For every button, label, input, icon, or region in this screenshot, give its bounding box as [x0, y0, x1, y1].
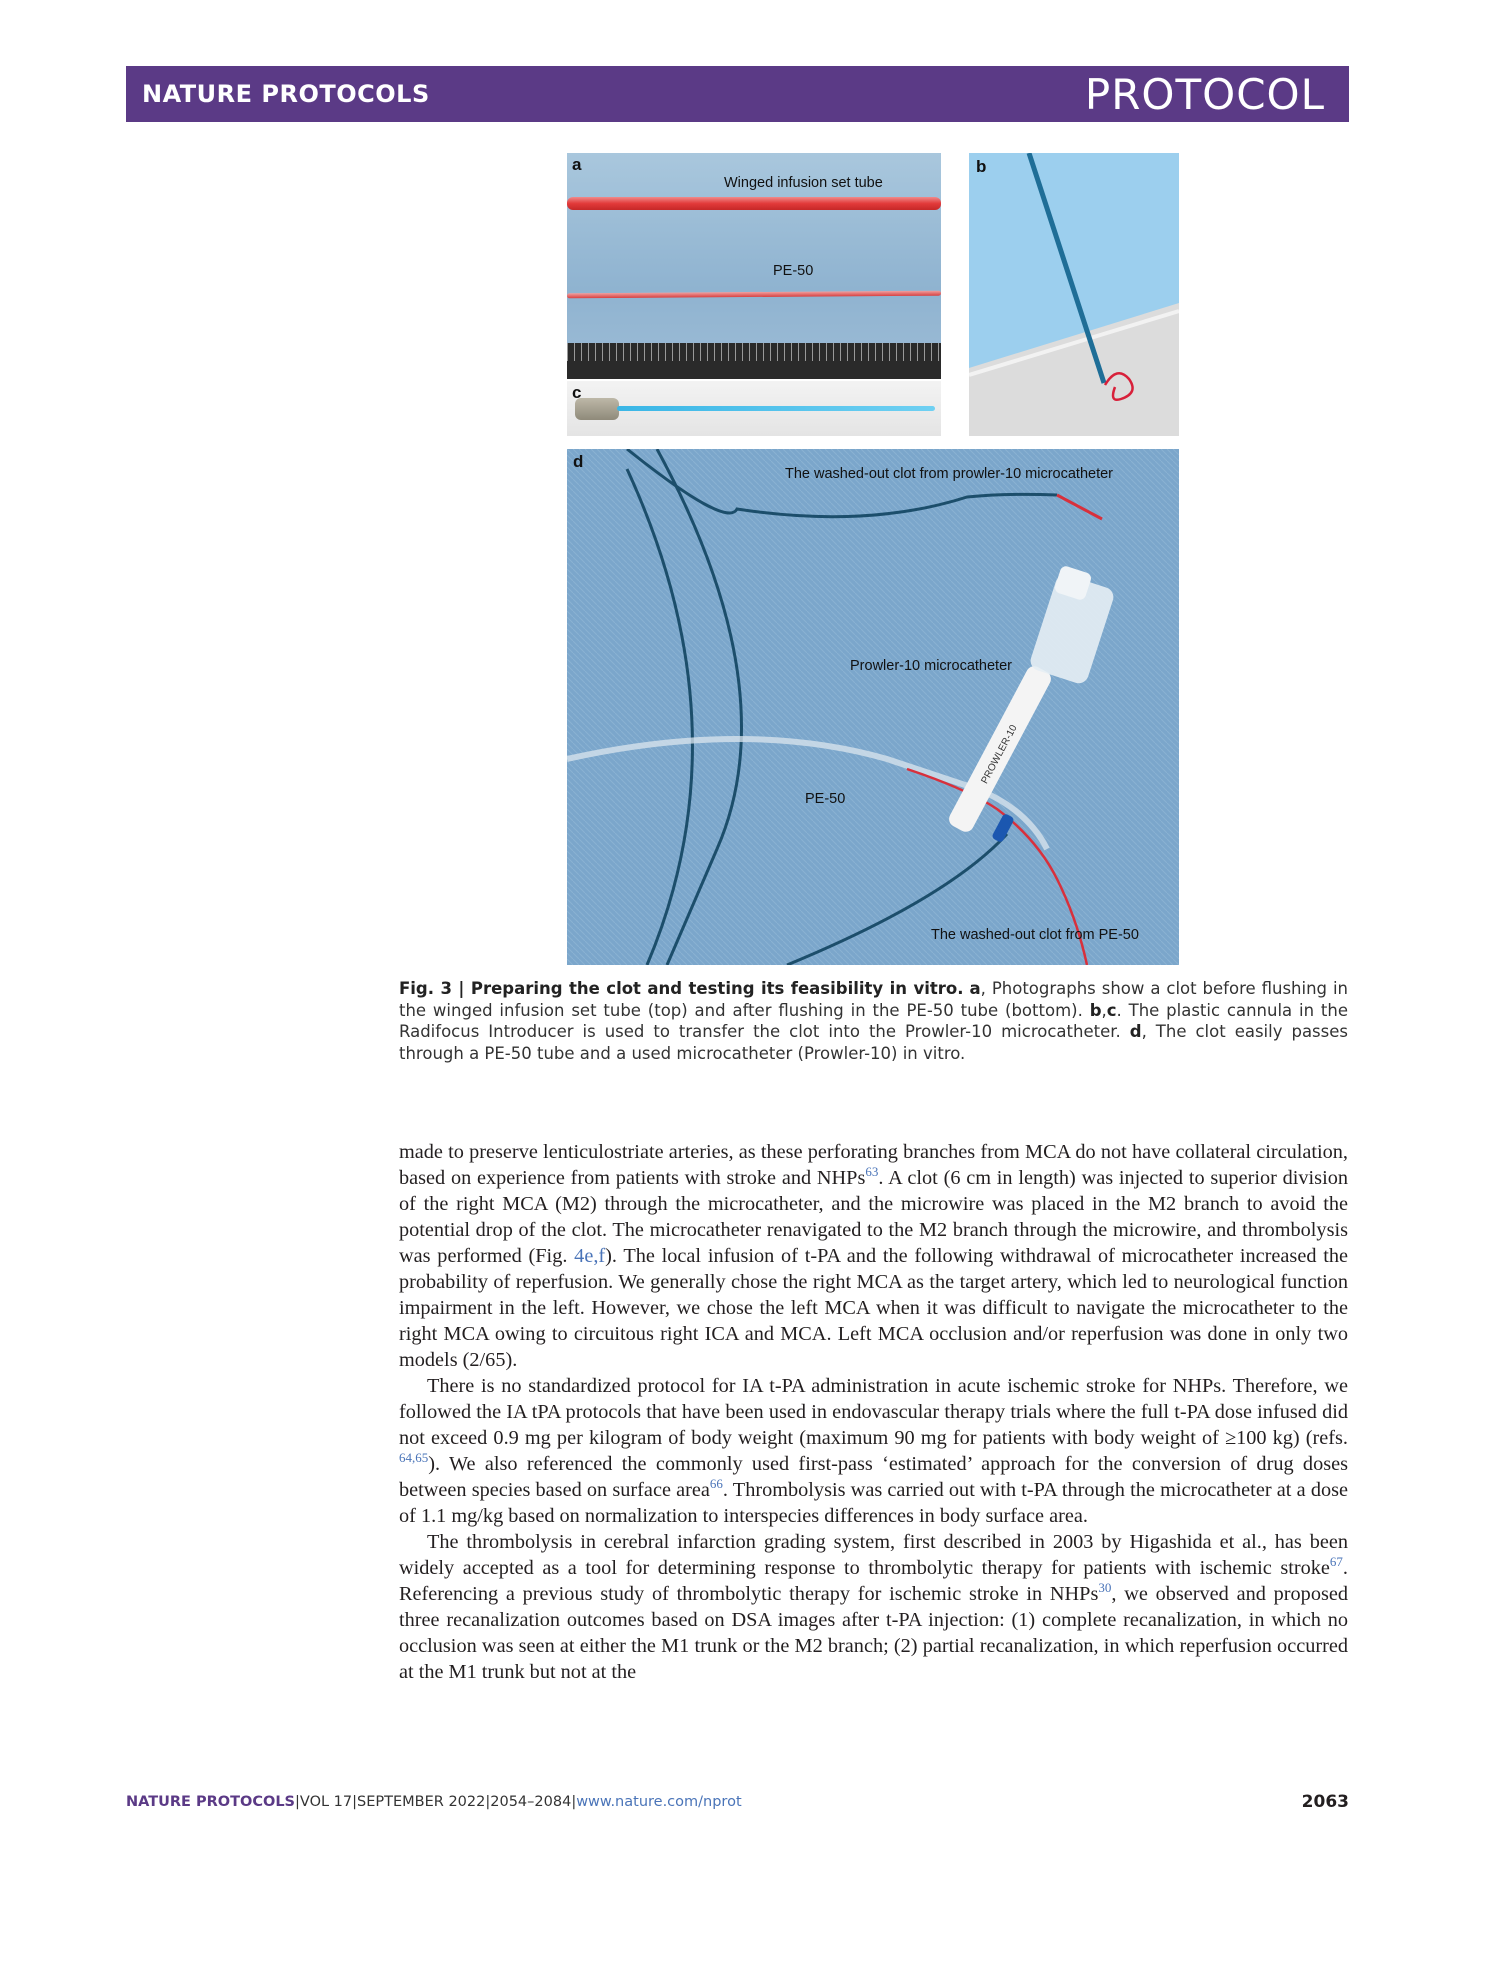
- footer-journal: NATURE PROTOCOLS: [126, 1794, 296, 1810]
- caption-fig-label: Fig. 3 | Preparing the clot and testing its feasibility in vitro.: [399, 979, 964, 998]
- figure-panel-b: [969, 153, 1179, 436]
- p1-text-a: made to preserve lenticulostriate arteries, as these perforating branches from MCA do not have collateral circulation, based on experience from patients with stroke and NHPs: [399, 1141, 1348, 1189]
- panel-a-label: a: [572, 155, 582, 174]
- cannula-hub-image: [575, 398, 619, 420]
- figure-panel-c: [567, 381, 941, 436]
- footer-sep-1: |: [295, 1794, 300, 1810]
- caption-d-text: , The clot easily passes through a PE-50 tube and a used microcatheter (Prowler-10) in vitro.: [399, 1022, 1348, 1063]
- paragraph-3: [399, 1529, 1348, 1685]
- panel-d-image: [567, 449, 1179, 965]
- ruler-image: [567, 343, 941, 379]
- panel-a-bottom-tube-label: PE-50: [773, 263, 814, 279]
- figure-panel-a: [567, 153, 941, 379]
- journal-name: NATURE PROTOCOLS: [142, 80, 430, 108]
- panel-c-label: c: [572, 383, 582, 402]
- winged-tube-image: [567, 197, 941, 210]
- footer-pages: 2054–2084: [490, 1794, 572, 1810]
- p2-text-c: . Thrombolysis was carried out with t-PA through the microcatheter at a dose of 1.1 mg/kg based on normalization to interspecies differences in body surface area.: [399, 1479, 1348, 1527]
- pe50-tube-image: [567, 291, 941, 299]
- figure-panel-d: [567, 449, 1179, 965]
- footer-url-link[interactable]: www.nature.com/nprot: [576, 1794, 742, 1810]
- panel-d-label: d: [573, 452, 584, 471]
- panel-b-label: b: [976, 157, 987, 176]
- article-type: PROTOCOL: [1084, 70, 1325, 119]
- ref-64-65[interactable]: 64,65: [399, 1450, 429, 1466]
- footer-sep-3: |: [485, 1794, 491, 1810]
- caption-bc-text: . The plastic cannula in the Radifocus Introducer is used to transfer the clot into the Prowler-10 microcatheter.: [399, 1000, 1348, 1041]
- panel-d-brand-text: PROWLER-10: [979, 723, 1020, 786]
- caption-b: b: [1089, 1000, 1102, 1020]
- p3-text-a: The thrombolysis in cerebral infarction grading system, first described in 2003 by Higashida et al., has been widely accepted as a tool for determining response to thrombolytic therapy for patients with ischemic stroke: [399, 1531, 1348, 1579]
- caption-bc-sep: ,: [1101, 1000, 1107, 1020]
- caption-a: a: [969, 979, 981, 998]
- ref-30[interactable]: 30: [1098, 1580, 1112, 1596]
- panel-a-top-tube-label: Winged infusion set tube: [724, 175, 883, 191]
- caption-a-text: , Photographs show a clot before flushing in the winged infusion set tube (top) and after flushing in the PE-50 tube (bottom).: [399, 979, 1348, 1020]
- panel-b-image: [969, 153, 1179, 436]
- figure-caption: [399, 978, 1348, 1064]
- footer-volume: VOL 17: [299, 1794, 353, 1810]
- footer-sep-4: |: [571, 1794, 577, 1810]
- paragraph-1: [399, 1139, 1348, 1373]
- ref-63[interactable]: 63: [865, 1164, 879, 1180]
- p1-text-b: . A clot (6 cm in length) was injected to superior division of the right MCA (M2) through the microcatheter, and the microwire was placed in the M2 branch to avoid the potential drop of the clot. The microcatheter renavigated to the M2 branch through the microwire, and thrombolysis was performed (Fig.: [399, 1167, 1348, 1267]
- panel-d-clot-micro-label: The washed-out clot from prowler-10 microcatheter: [785, 466, 1113, 482]
- paragraph-2: [399, 1373, 1348, 1529]
- caption-c: c: [1106, 1000, 1117, 1020]
- journal-header-bar: [126, 66, 1349, 122]
- cannula-image: [617, 406, 935, 411]
- p2-text-a: There is no standardized protocol for IA t-PA administration in acute ischemic stroke for NHPs. Therefore, we followed the IA tPA protocols that have been used in endovascular therapy trials where the full t-PA dose infused did not exceed 0.9 mg per kilogram of body weight (maximum 90 mg for patients with body weight of ≥100 kg) (refs.: [399, 1375, 1348, 1449]
- p1-text-c: ). The local infusion of t-PA and the following withdrawal of microcatheter increased the probability of reperfusion. We generally chose the right MCA as the target artery, which led to neurological function impairment in the left. However, we chose the left MCA when it was difficult to navigate the microcatheter to the right MCA owing to circuitous right ICA and MCA. Left MCA occlusion and/or reperfusion was done in only two models (2/65).: [399, 1245, 1349, 1371]
- panel-d-clot-pe50-label: The washed-out clot from PE-50: [931, 927, 1139, 943]
- footer-sep-2: |: [352, 1794, 358, 1810]
- body-text: [399, 1139, 1348, 1685]
- page-footer: [126, 1794, 1349, 1810]
- ref-66[interactable]: 66: [709, 1476, 723, 1492]
- page-number: 2063: [1301, 1792, 1349, 1812]
- panel-d-prowler-label: Prowler-10 microcatheter: [850, 658, 1012, 674]
- ref-67[interactable]: 67: [1329, 1554, 1343, 1570]
- fig-4ef-link[interactable]: 4e,f: [574, 1245, 606, 1267]
- caption-d: d: [1129, 1022, 1142, 1041]
- p2-text-b: ). We also referenced the commonly used first-pass ‘estimated’ approach for the conversion of drug doses between species based on surface area: [399, 1453, 1348, 1501]
- p3-text-c: , we observed and proposed three recanalization outcomes based on DSA images after t-PA injection: (1) complete recanalization, in which no occlusion was seen at either the M1 trunk or the M2 branch; (2) partial recanalization, in which reperfusion occurred at the M1 trunk but not at the: [399, 1583, 1348, 1683]
- panel-d-pe50-label: PE-50: [805, 791, 846, 807]
- footer-date: SEPTEMBER 2022: [357, 1794, 486, 1810]
- p3-text-b: . Referencing a previous study of thrombolytic therapy for ischemic stroke in NHPs: [399, 1557, 1348, 1605]
